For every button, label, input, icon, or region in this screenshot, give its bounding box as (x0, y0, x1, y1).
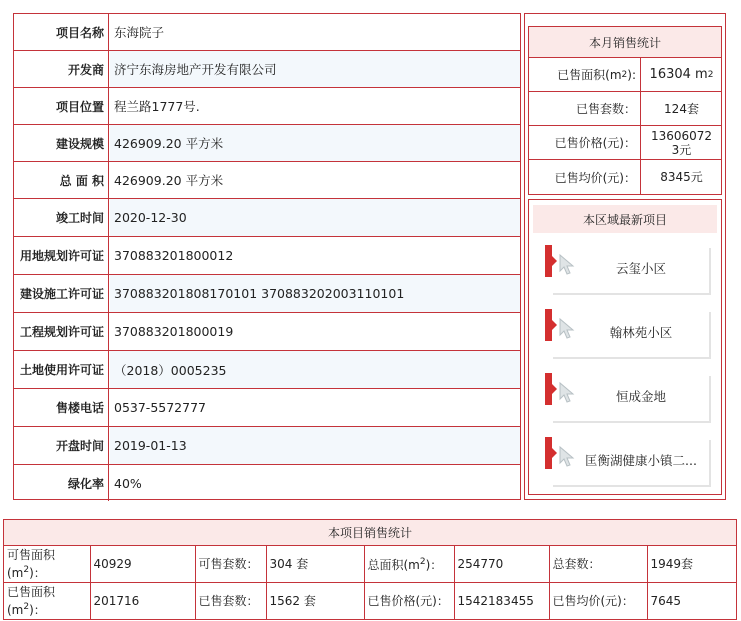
info-row (14, 162, 520, 199)
month-sold-units-value: 124套 (664, 101, 699, 116)
info-label: 项目名称 (14, 14, 109, 50)
red-marker-icon (545, 245, 552, 277)
available-units-label: 可售套数： (195, 546, 266, 583)
month-avg-price-label: 已售均价(元)： (529, 160, 641, 194)
month-sold-area-row (529, 58, 721, 92)
month-sold-area-label: 已售面积(m 2 ): (529, 58, 641, 91)
new-projects-panel (528, 199, 722, 495)
info-row (14, 313, 520, 351)
info-value: 426909.20 平方米 (110, 125, 520, 161)
sold-units-value: 1562 套 (266, 583, 364, 620)
info-label: 建设施工许可证 (14, 275, 109, 312)
info-value: 东海院子 (114, 25, 165, 40)
table-row (4, 583, 736, 620)
month-avg-price-value: 8345元 (660, 170, 703, 184)
right-sidebar (524, 13, 726, 500)
avg-price-value: 7645 (647, 583, 736, 620)
new-project-name: 匡衡湖健康小镇二... (585, 453, 697, 468)
project-info-table (13, 13, 521, 500)
new-project-link[interactable] (545, 309, 711, 359)
new-project-name: 恒成金地 (615, 389, 666, 404)
info-value: 370883201800012 (114, 248, 234, 263)
month-sold-units-row (529, 92, 721, 126)
info-value: 2019-01-13 (110, 427, 520, 464)
info-row (14, 389, 520, 427)
month-sold-price-value: 136060723元 (650, 128, 713, 157)
info-label: 售楼电话 (14, 389, 109, 426)
new-projects-title: 本区域最新项目 (533, 205, 717, 233)
info-label: 竣工时间 (14, 199, 109, 236)
info-label: 开发商 (14, 51, 109, 87)
info-value: 0537-5572777 (114, 400, 206, 415)
sold-units-label: 已售套数： (195, 583, 266, 620)
new-project-link[interactable] (545, 373, 711, 423)
table-row (4, 546, 736, 583)
available-area-value: 40929 (90, 546, 195, 583)
total-area-value: 254770 (454, 546, 549, 583)
info-label: 建设规模 (14, 125, 109, 161)
project-sales-title: 本项目销售统计 (4, 520, 736, 546)
month-sold-area-value: 16304 m 2 (649, 66, 714, 82)
red-marker-icon (545, 373, 552, 405)
info-row (14, 237, 520, 275)
info-label: 开盘时间 (14, 427, 109, 464)
info-row (14, 351, 520, 389)
info-row (14, 51, 520, 88)
info-value: 370883201808170101 370883202003110101 (110, 275, 520, 312)
available-area-label: 可售面积$(m^2)$： (4, 546, 90, 583)
info-value: 济宁东海房地产开发有限公司 (110, 51, 520, 87)
info-label: 土地使用许可证 (14, 351, 109, 388)
info-value: （2018）0005235 (110, 351, 520, 388)
red-marker-icon (545, 437, 552, 469)
info-row (14, 427, 520, 465)
info-label: 工程规划许可证 (14, 313, 109, 350)
info-value: 426909.20 平方米 (114, 173, 224, 188)
info-value: 40% (114, 475, 142, 491)
info-value: 2020-12-30 (110, 199, 520, 236)
info-row (14, 125, 520, 162)
info-label: 总 面 积 (14, 162, 109, 198)
total-area-label: 总面积$(m^2)$： (364, 546, 454, 583)
project-sales-stats (3, 519, 737, 620)
info-value: 程兰路1777号. (114, 99, 200, 114)
red-marker-icon (545, 309, 552, 341)
info-row (14, 275, 520, 313)
info-value: 370883201800019 (114, 324, 234, 339)
month-sold-units-label: 已售套数： (529, 92, 641, 125)
info-label: 用地规划许可证 (14, 237, 109, 274)
total-units-label: 总套数： (549, 546, 647, 583)
avg-price-label: 已售均价(元)： (549, 583, 647, 620)
month-sold-price-row (529, 126, 721, 160)
info-row (14, 465, 520, 501)
new-project-link[interactable] (545, 437, 711, 487)
info-row (14, 199, 520, 237)
sold-area-label: 已售面积$(m^2)$： (4, 583, 90, 620)
monthly-sales-title: 本月销售统计 (529, 27, 721, 58)
month-sold-price-label: 已售价格(元)： (529, 126, 641, 159)
info-label: 项目位置 (14, 88, 109, 124)
month-avg-price-row (529, 160, 721, 194)
monthly-sales-stats (528, 26, 722, 195)
project-sales-table (4, 546, 736, 619)
sold-area-value: 201716 (90, 583, 195, 620)
info-label: 绿化率 (14, 465, 109, 501)
new-project-link[interactable] (545, 245, 711, 295)
info-row (14, 88, 520, 125)
available-units-value: 304 套 (266, 546, 364, 583)
sold-price-label: 已售价格(元)： (364, 583, 454, 620)
new-project-name: 云玺小区 (615, 261, 666, 276)
new-project-name: 翰林苑小区 (609, 325, 673, 340)
total-units-value: 1949套 (647, 546, 736, 583)
sold-price-value: 1542183455 (454, 583, 549, 620)
info-row (14, 14, 520, 51)
